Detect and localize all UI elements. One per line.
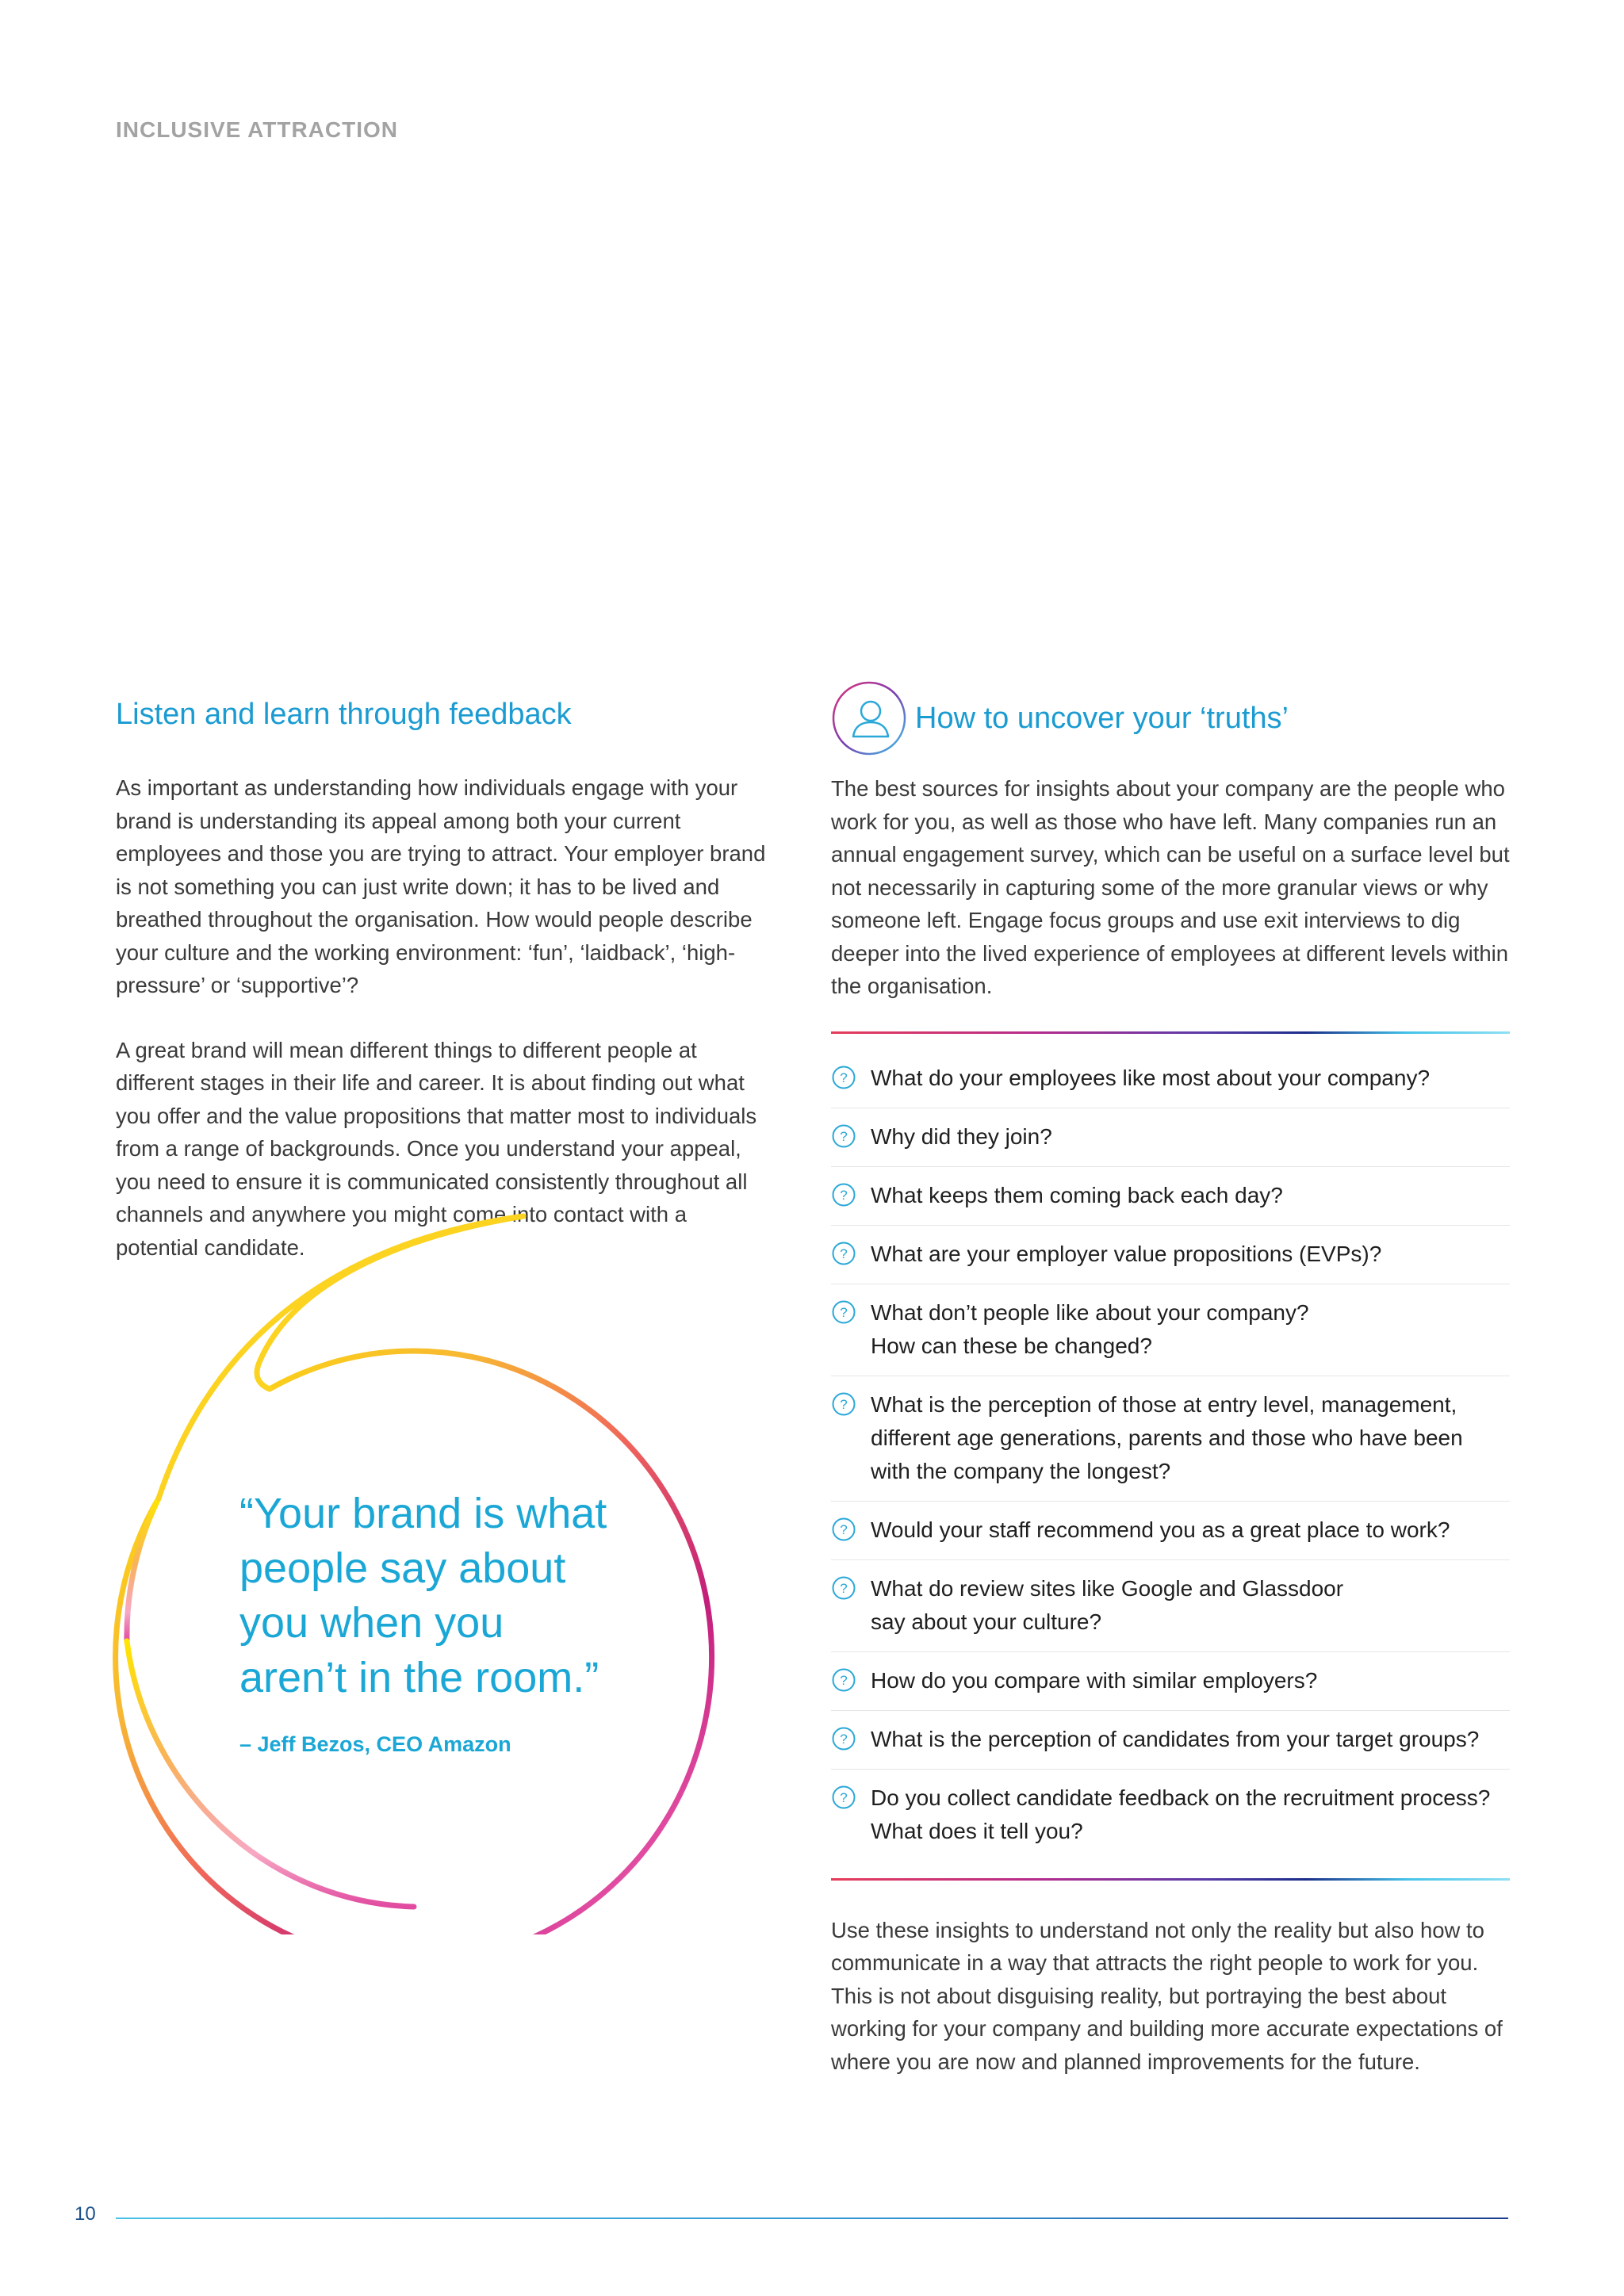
quote-text: “Your brand is what people say about you when you aren’t in the room.” — [239, 1490, 607, 1701]
list-item — [831, 1050, 1510, 1108]
right-paragraph-2: Use these insights to understand not only the reality but also how to communicate in a way that attracts the right people to work for you. This is not about disguising reality, but portraying the best about working for your company and building more accurate expectations of where you are now and planned improvements for the future. — [831, 1917, 1503, 2074]
question-mark-icon — [831, 1667, 856, 1693]
question-mark-icon — [831, 1182, 856, 1207]
question-mark-icon — [831, 1575, 856, 1601]
svg-text:?: ? — [840, 1070, 848, 1085]
list-item — [831, 1652, 1510, 1711]
question-text: What is the perception of those at entry level, management, different age generations, parents and those who have been with the company the longest? — [871, 1391, 1463, 1483]
gradient-divider — [831, 1031, 1510, 1034]
svg-text:?: ? — [840, 1128, 848, 1144]
list-item — [831, 1502, 1510, 1560]
question-mark-icon — [831, 1726, 856, 1751]
question-text: What do review sites like Google and Glassdoor say about your culture? — [871, 1575, 1344, 1634]
question-text: Would your staff recommend you as a great place to work? — [871, 1517, 1450, 1542]
question-mark-icon — [831, 1299, 856, 1325]
question-list — [831, 1050, 1510, 1861]
list-item — [831, 1108, 1510, 1167]
quote-callout — [95, 1205, 730, 1934]
question-text: What do your employees like most about your company? — [871, 1065, 1431, 1090]
right-paragraph-1: The best sources for insights about your company are the people who work for you, as well as those who have left. Many companies run an annual engagement survey, which can be useful on a surface level but not necessarily in capturing some of the more granular views or why someone left. Engage focus groups and use exit interviews to dig deeper into the lived experience of employees at different levels within the organisation. — [831, 776, 1510, 998]
right-section-title: How to uncover your ‘truths’ — [915, 701, 1289, 735]
left-section-title: Listen and learn through feedback — [116, 698, 572, 731]
list-item — [831, 1560, 1510, 1652]
question-mark-icon — [831, 1391, 856, 1417]
svg-text:?: ? — [840, 1246, 848, 1261]
question-text: Why did they join? — [871, 1123, 1052, 1149]
quote-attribution: – Jeff Bezos, CEO Amazon — [239, 1732, 511, 1756]
svg-text:?: ? — [840, 1672, 848, 1688]
question-mark-icon — [831, 1065, 856, 1090]
svg-text:?: ? — [840, 1187, 848, 1203]
svg-text:?: ? — [840, 1580, 848, 1596]
list-item — [831, 1226, 1510, 1284]
question-text: Do you collect candidate feedback on the recruitment process? What does it tell you? — [871, 1785, 1491, 1843]
question-mark-icon — [831, 1241, 856, 1266]
question-mark-icon — [831, 1517, 856, 1542]
question-mark-icon — [831, 1123, 856, 1149]
right-title-row — [831, 680, 1510, 756]
section-label: INCLUSIVE ATTRACTION — [116, 117, 398, 142]
page-number: 10 — [75, 2203, 96, 2225]
question-mark-icon — [831, 1785, 856, 1810]
person-icon — [831, 680, 907, 756]
question-text: What are your employer value propositions (EVPs)? — [871, 1241, 1382, 1266]
svg-text:?: ? — [840, 1521, 848, 1537]
footer-rule — [116, 2218, 1508, 2219]
question-text: What don’t people like about your company? How can these be changed? — [871, 1299, 1309, 1358]
gradient-divider — [831, 1878, 1510, 1881]
svg-text:?: ? — [840, 1396, 848, 1412]
question-text: What is the perception of candidates from your target groups? — [871, 1726, 1480, 1751]
svg-text:?: ? — [840, 1731, 848, 1747]
list-item — [831, 1284, 1510, 1376]
question-text: What keeps them coming back each day? — [871, 1182, 1283, 1207]
question-text: How do you compare with similar employers? — [871, 1667, 1318, 1693]
svg-text:?: ? — [840, 1789, 848, 1805]
list-item — [831, 1711, 1510, 1770]
left-paragraph-2: A great brand will mean different things to different people at different stages in their life and career. It is about finding out what you offer and the value propositions that matter most to individuals from a range of backgrounds. Once you understand your appeal, you need to ensure it is communicated consistently throughout all channels and anywhere you might come into contact with a potential candidate. — [116, 1037, 757, 1260]
svg-text:?: ? — [840, 1304, 848, 1320]
list-item — [831, 1376, 1510, 1502]
left-paragraph-1: As important as understanding how individuals engage with your brand is understanding its appeal among both your current employees and those you are trying to attract. Your employer brand is not something you can just write down; it has to be lived and breathed throughout the organisation. How would people describe your culture and the working environment: ‘fun’, ‘laidback’, ‘high-pressure’ or ‘supportive’? — [116, 775, 766, 997]
list-item — [831, 1770, 1510, 1861]
list-item — [831, 1167, 1510, 1226]
right-column — [831, 680, 1510, 2078]
left-column — [116, 698, 774, 1264]
